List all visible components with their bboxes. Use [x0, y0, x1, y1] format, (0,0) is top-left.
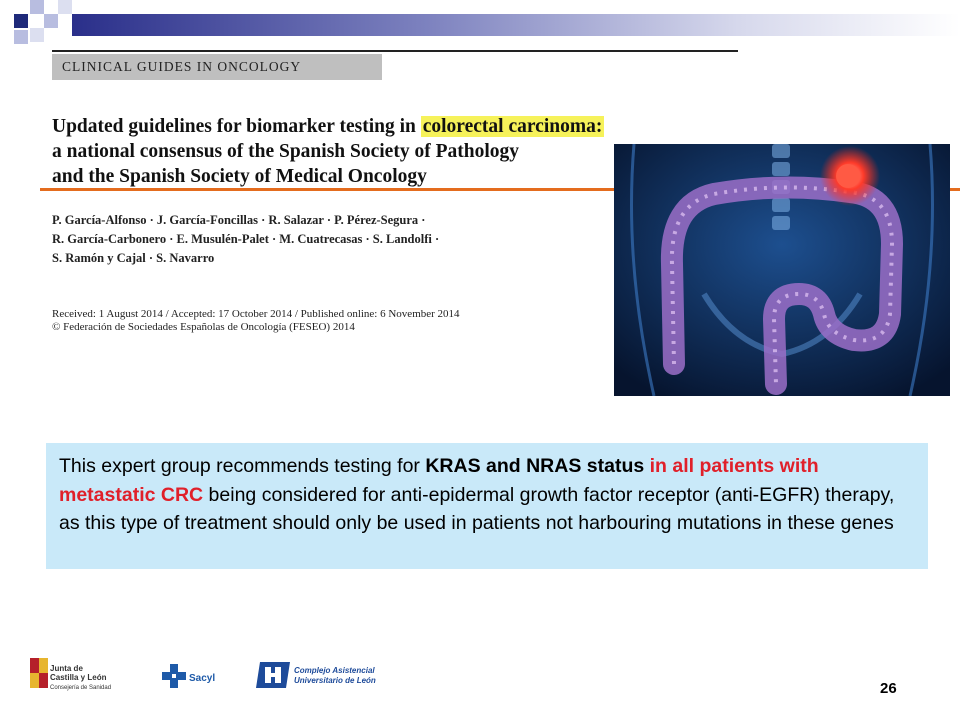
colon-illustration	[614, 144, 950, 396]
copyright-line: © Federación de Sociedades Españolas de Oncología (FESEO) 2014	[52, 321, 355, 333]
junta-logo-line2: Castilla y León	[50, 673, 107, 682]
recommendation-callout	[46, 443, 928, 569]
junta-logo-line3: Consejería de Sanidad	[50, 685, 112, 691]
complejo-logo-line1: Complejo Asistencial	[294, 666, 375, 675]
received-dates: Received: 1 August 2014 / Accepted: 17 October 2014 / Published online: 6 November 2014	[52, 308, 460, 320]
authors-line: R. García-Carbonero · E. Musulén-Palet · M. Cuatrecasas · S. Landolfi ·	[52, 232, 440, 246]
decor-square-light	[44, 14, 58, 28]
sacyl-logo-text: Sacyl	[189, 673, 216, 684]
paper-title	[52, 114, 692, 189]
colon-illustration-svg	[614, 144, 950, 396]
paper-title-line3: and the Spanish Society of Medical Oncology	[52, 166, 427, 187]
journal-section-tag: CLINICAL GUIDES IN ONCOLOGY	[52, 54, 382, 80]
complejo-logo-line2: Universitario de León	[294, 676, 376, 685]
callout-emphasis-genes: KRAS and NRAS status	[425, 455, 645, 477]
page-number: 26	[880, 680, 897, 697]
callout-emphasis-patients: in all patients with metastatic CRC	[59, 455, 819, 506]
sacyl-cross-icon	[162, 664, 186, 688]
paper-title-part1: Updated guidelines for biomarker testing in	[52, 116, 421, 137]
paper-authors	[52, 211, 522, 268]
paper-title-highlight: colorectal carcinoma:	[422, 116, 603, 137]
decor-square-light	[14, 30, 28, 44]
paper-meta	[52, 308, 532, 334]
paper-top-rule	[52, 50, 738, 52]
junta-crest-icon	[30, 658, 48, 688]
decor-square-mid	[30, 28, 44, 42]
decor-square-light	[30, 0, 44, 14]
authors-line: S. Ramón y Cajal · S. Navarro	[52, 251, 215, 265]
callout-text: This expert group recommends testing for	[59, 455, 426, 477]
decor-square-mid	[58, 0, 72, 14]
decor-square-dark	[14, 14, 28, 28]
complejo-emblem-icon	[256, 662, 290, 688]
junta-logo-line1: Junta de	[50, 664, 83, 673]
callout-text: being considered for anti-epidermal growth factor receptor (anti-EGFR) therapy, as this type of treatment should only be used in patients not harbouring mutations in these genes	[59, 483, 895, 534]
header-gradient-bar	[72, 14, 960, 36]
authors-line: P. García-Alfonso · J. García-Foncillas · R. Salazar · P. Pérez-Segura ·	[52, 213, 426, 227]
paper-title-line2: a national consensus of the Spanish Society of Pathology	[52, 141, 519, 162]
